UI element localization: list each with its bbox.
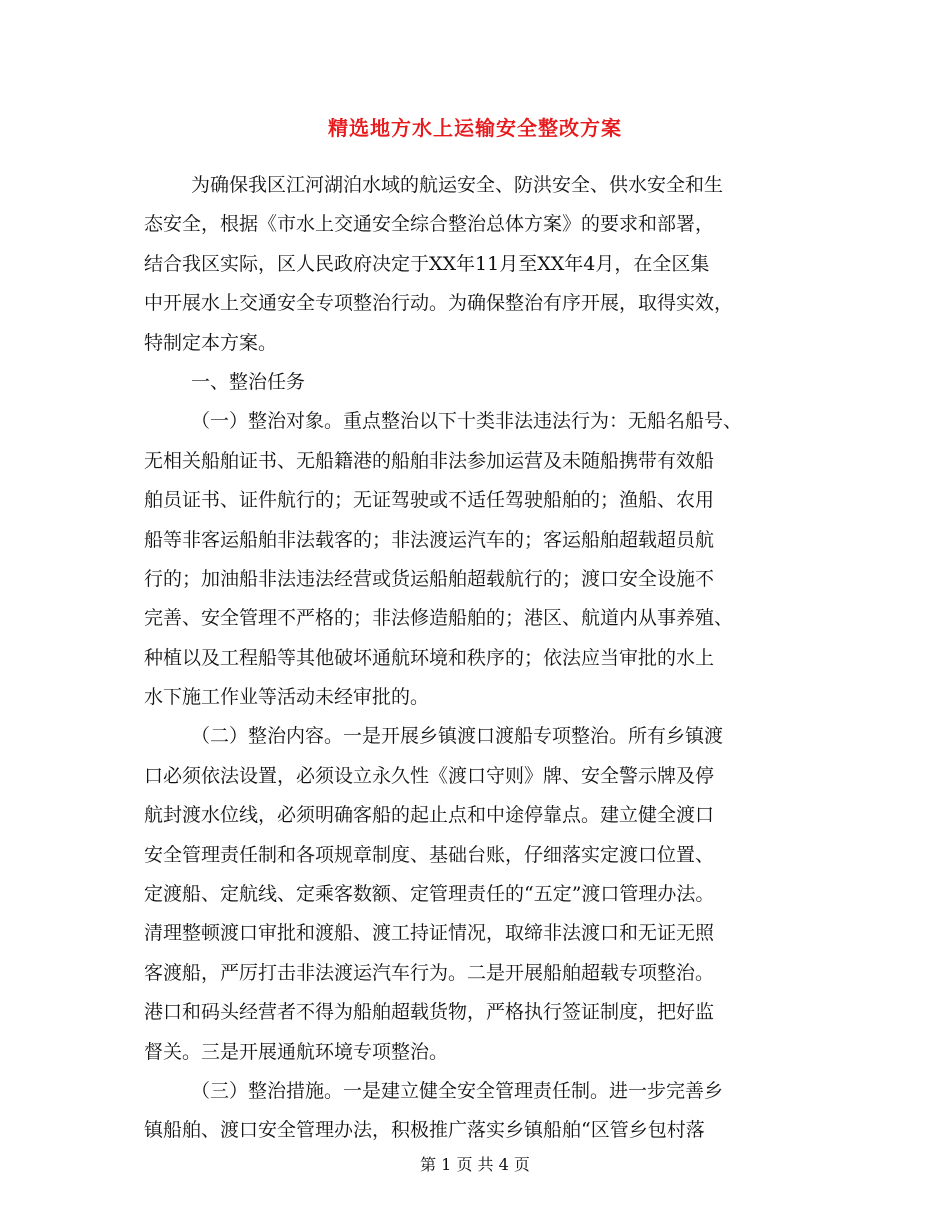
text-line: 为确保我区江河湖泊水域的航运安全、防洪安全、供水安全和生	[191, 174, 724, 196]
text-line: 船等非客运船舶非法载客的；非法渡运汽车的；客运船舶超载超员航	[144, 528, 715, 551]
text-line: 水下施工作业等活动未经审批的。	[144, 686, 430, 709]
text-line: 中开展水上交通安全专项整治行动。为确保整治有序开展，取得实效，	[144, 292, 734, 315]
text-line: 口必须依法设置，必须设立永久性《渡口守则》牌、安全警示牌及停	[144, 764, 715, 787]
text-line: 完善、安全管理不严格的；非法修造船舶的；港区、航道内从事养殖、	[144, 607, 734, 630]
text-line: 航封渡水位线，必须明确客船的起止点和中途停靠点。建立健全渡口	[144, 804, 715, 827]
text-line: 结合我区实际，区人民政府决定于XX年11月至XX年4月，在全区集	[144, 252, 710, 275]
text-line: 镇船舶、渡口安全管理办法，积极推广落实乡镇船舶“区管乡包村落	[144, 1119, 705, 1142]
text-line: 港口和码头经营者不得为船舶超载货物，严格执行签证制度，把好监	[144, 1001, 715, 1024]
text-line: 客渡船，严厉打击非法渡运汽车行为。二是开展船舶超载专项整治。	[144, 961, 715, 984]
section-heading: 一、整治任务	[191, 370, 306, 393]
document-title: 精选地方水上运输安全整改方案	[328, 116, 622, 140]
document-body	[144, 166, 824, 1151]
page-footer: 第 1 页 共 4 页	[420, 1155, 530, 1174]
text-line: （三）整治措施。一是建立健全安全管理责任制。进一步完善乡	[191, 1079, 724, 1102]
text-line: 清理整顿渡口审批和渡船、渡工持证情况，取缔非法渡口和无证无照	[144, 922, 715, 945]
text-line: 定渡船、定航线、定乘客数额、定管理责任的“五定”渡口管理办法。	[144, 883, 715, 906]
text-line: 行的；加油船非法违法经营或货运船舶超载航行的；渡口安全设施不	[144, 567, 715, 590]
text-line: 无相关船舶证书、无船籍港的船舶非法参加运营及未随船携带有效船	[144, 449, 715, 472]
text-line: 种植以及工程船等其他破坏通航环境和秩序的；依法应当审批的水上	[144, 646, 715, 669]
text-line: （二）整治内容。一是开展乡镇渡口渡船专项整治。所有乡镇渡	[191, 725, 724, 748]
text-line: 舶员证书、证件航行的；无证驾驶或不适任驾驶船舶的；渔船、农用	[144, 489, 715, 512]
text-line: 安全管理责任制和各项规章制度、基础台账，仔细落实定渡口位置、	[144, 843, 715, 866]
text-line: 特制定本方案。	[144, 331, 278, 354]
text-line: （一）整治对象。重点整治以下十类非法违法行为：无船名船号、	[191, 410, 743, 433]
text-line: 督关。三是开展通航环境专项整治。	[144, 1040, 449, 1063]
text-line: 态安全，根据《市水上交通安全综合整治总体方案》的要求和部署，	[144, 213, 715, 236]
